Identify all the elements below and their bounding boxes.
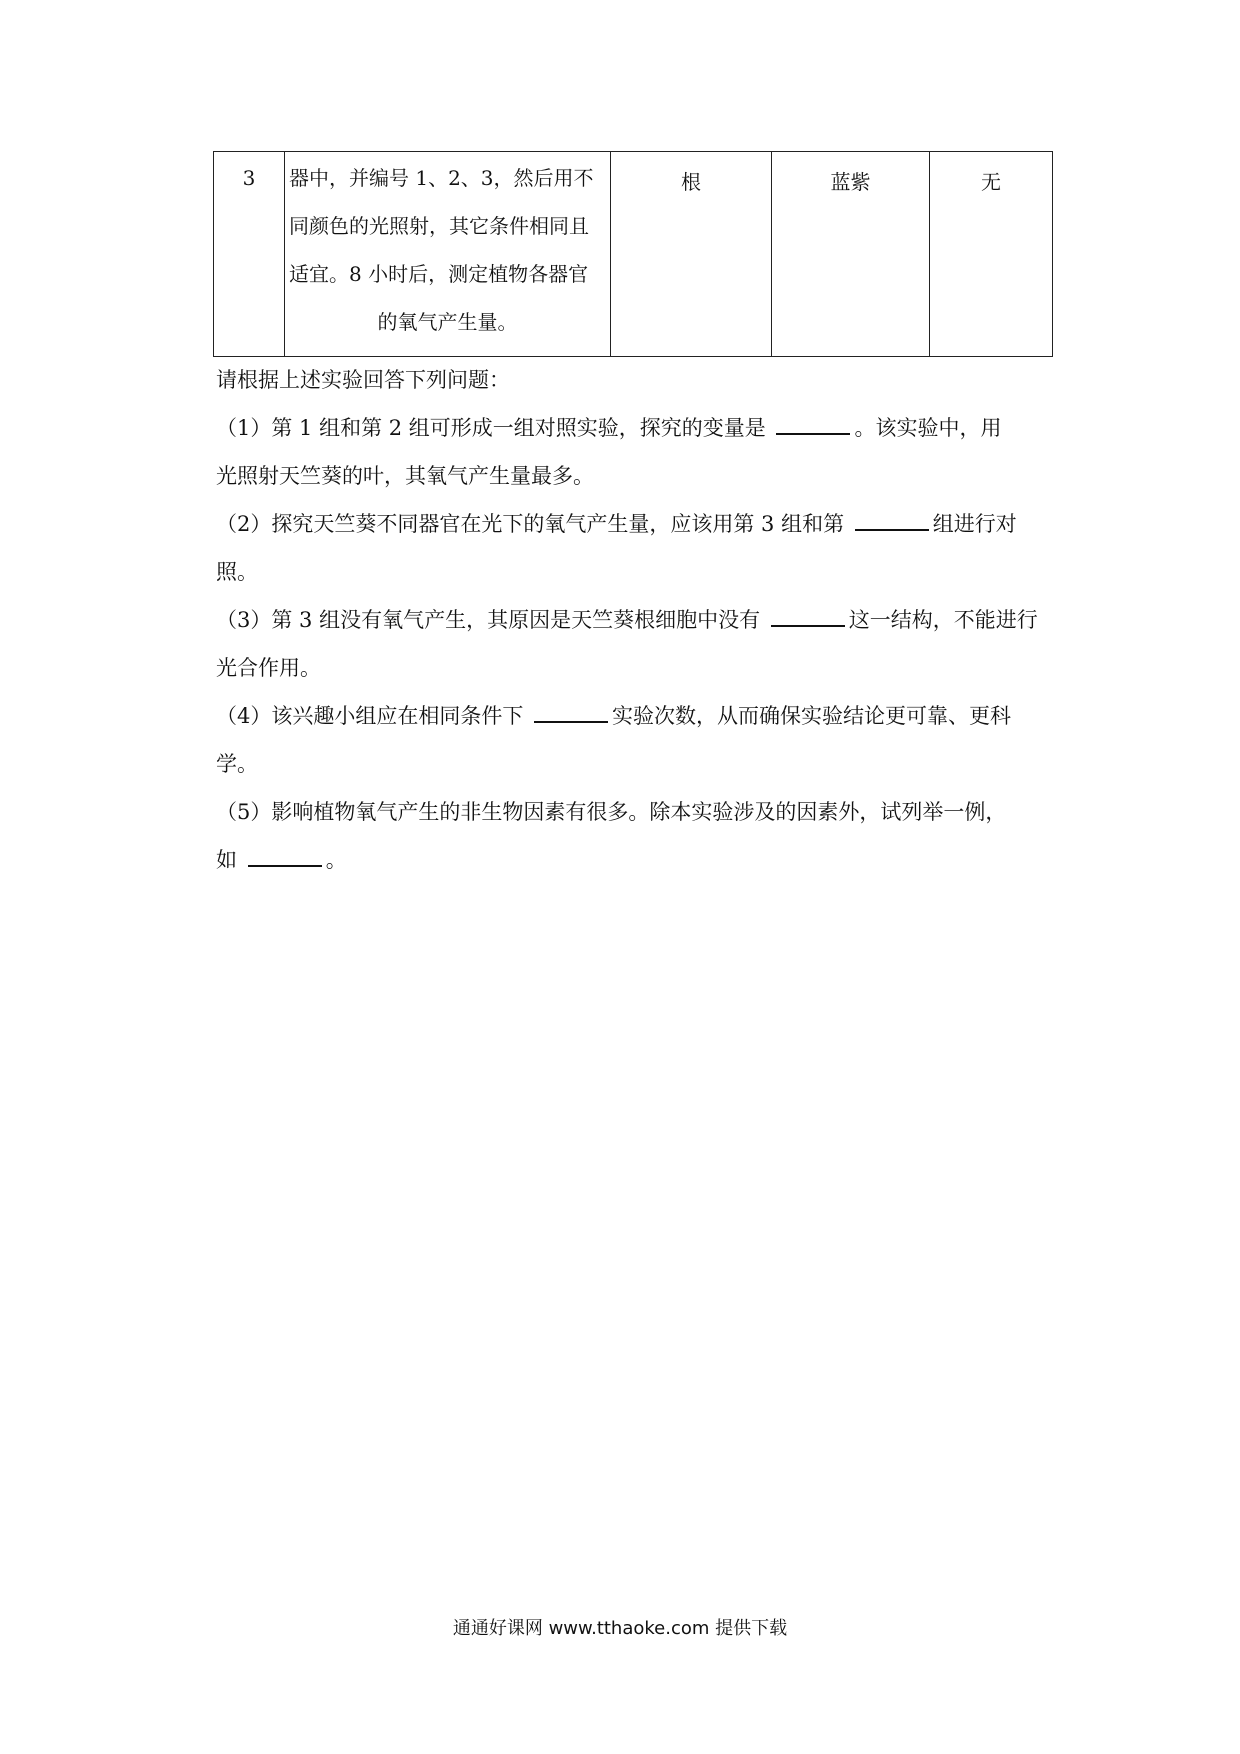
question-text: 。该实验中，用	[854, 416, 1002, 440]
question-2	[216, 500, 1056, 596]
question-1	[216, 404, 1056, 500]
question-text: （4）该兴趣小组应在相同条件下	[216, 704, 531, 728]
question-text: （2）探究天竺葵不同器官在光下的氧气产生量，应该用第 3 组和第	[216, 512, 851, 536]
questions-intro: 请根据上述实验回答下列问题：	[216, 368, 510, 392]
page-footer: 通通好课网 www.tthaoke.com 提供下载	[452, 1618, 788, 1639]
experiment-table	[213, 151, 1053, 357]
description-line: 适宜。8 小时后，测定植物各器官	[289, 262, 589, 286]
question-line	[216, 836, 1056, 884]
table-row	[214, 152, 1053, 357]
question-line: （5）影响植物氧气产生的非生物因素有很多。除本实验涉及的因素外，试列举一例，	[216, 800, 1007, 824]
answer-blank[interactable]	[534, 701, 608, 723]
answer-blank[interactable]	[771, 605, 845, 627]
question-3	[216, 596, 1056, 692]
question-text: 组进行对	[932, 512, 1017, 536]
question-text: 。	[325, 848, 347, 872]
answer-blank[interactable]	[776, 413, 850, 435]
description-line: 的氧气产生量。	[377, 310, 518, 334]
question-line	[216, 404, 1056, 452]
description-cell	[285, 152, 611, 357]
question-line	[216, 500, 1056, 548]
question-line: 照。	[216, 560, 258, 584]
description-line: 同颜色的光照射，其它条件相同且	[289, 214, 589, 238]
answer-blank[interactable]	[855, 509, 929, 531]
question-text: 如	[216, 848, 244, 872]
question-text: （3）第 3 组没有氧气产生，其原因是天竺葵根细胞中没有	[216, 608, 767, 632]
question-text: （1）第 1 组和第 2 组可形成一组对照实验，探究的变量是	[216, 416, 773, 440]
question-line: 光合作用。	[216, 656, 321, 680]
question-line	[216, 692, 1056, 740]
question-text: 这一结构，不能进行	[848, 608, 1038, 632]
description-line: 器中，并编号 1、2、3，然后用不	[289, 166, 594, 190]
question-5	[216, 788, 1056, 884]
light-color-cell: 蓝紫	[772, 152, 930, 357]
question-text: 实验次数，从而确保实验结论更可靠、更科	[612, 704, 1012, 728]
organ-cell: 根	[611, 152, 772, 357]
answer-blank[interactable]	[248, 845, 322, 867]
question-line	[216, 596, 1056, 644]
oxygen-cell: 无	[930, 152, 1053, 357]
question-4	[216, 692, 1056, 788]
group-number-cell: 3	[214, 152, 285, 357]
question-line: 光照射天竺葵的叶，其氧气产生量最多。	[216, 464, 594, 488]
question-line: 学。	[216, 752, 258, 776]
